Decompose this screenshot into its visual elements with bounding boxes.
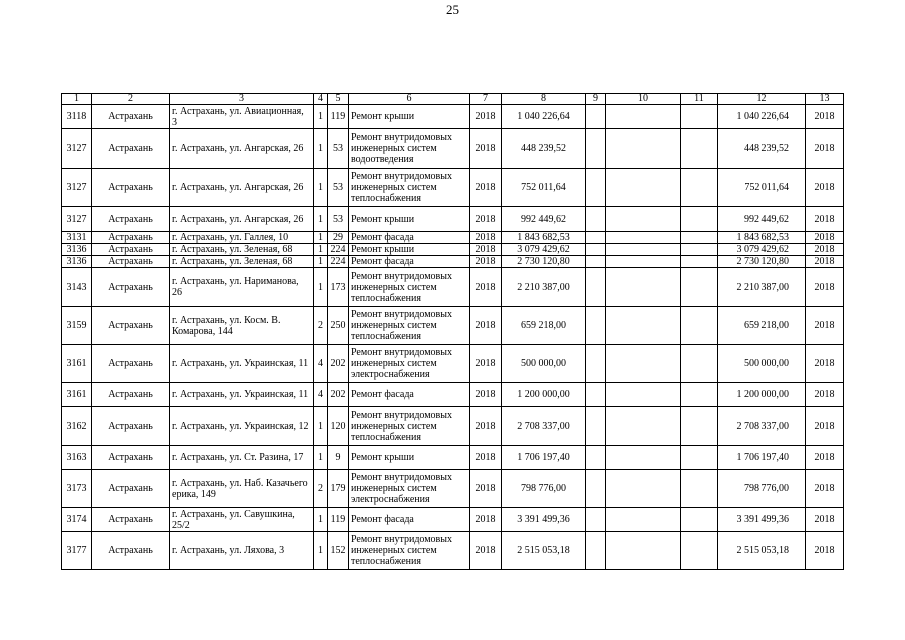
col4-cell: 1	[314, 244, 328, 256]
row-id: 3136	[62, 244, 92, 256]
col13-year-cell: 2018	[806, 307, 844, 345]
city-cell: Астрахань	[92, 256, 170, 268]
address-cell: г. Астрахань, ул. Зеленая, 68	[170, 244, 314, 256]
col5-cell: 53	[328, 129, 349, 169]
table-row	[62, 244, 844, 256]
col4-cell: 1	[314, 446, 328, 470]
address-cell: г. Астрахань, ул. Зеленая, 68	[170, 256, 314, 268]
total-cost-cell: 752 011,64	[502, 169, 586, 207]
col9-cell	[586, 446, 606, 470]
total-cost-cell: 2 515 053,18	[502, 532, 586, 570]
col4-cell: 1	[314, 169, 328, 207]
city-cell: Астрахань	[92, 383, 170, 407]
col4-cell: 1	[314, 532, 328, 570]
year-cell: 2018	[470, 129, 502, 169]
total-cost-cell: 992 449,62	[502, 207, 586, 232]
col11-cell	[681, 169, 718, 207]
col9-cell	[586, 207, 606, 232]
total-cost-cell: 659 218,00	[502, 307, 586, 345]
col13-year-cell: 2018	[806, 105, 844, 129]
total-cost-cell: 798 776,00	[502, 470, 586, 508]
total-cost-cell: 500 000,00	[502, 345, 586, 383]
work-type-cell: Ремонт внутридомовых инженерных систем водоотведения	[349, 129, 470, 169]
col12-cost-cell: 2 730 120,80	[718, 256, 806, 268]
city-cell: Астрахань	[92, 345, 170, 383]
year-cell: 2018	[470, 345, 502, 383]
address-cell: г. Астрахань, ул. Нариманова, 26	[170, 268, 314, 307]
year-cell: 2018	[470, 407, 502, 446]
row-id: 3177	[62, 532, 92, 570]
col5-cell: 224	[328, 256, 349, 268]
col5-cell: 119	[328, 508, 349, 532]
city-cell: Астрахань	[92, 446, 170, 470]
col5-cell: 202	[328, 345, 349, 383]
col-header-10: 10	[606, 94, 681, 105]
table-row	[62, 446, 844, 470]
year-cell: 2018	[470, 105, 502, 129]
col4-cell: 1	[314, 232, 328, 244]
col5-cell: 120	[328, 407, 349, 446]
col13-year-cell: 2018	[806, 268, 844, 307]
work-type-cell: Ремонт внутридомовых инженерных систем теплоснабжения	[349, 407, 470, 446]
col10-cell	[606, 105, 681, 129]
row-id: 3131	[62, 232, 92, 244]
address-cell: г. Астрахань, ул. Ангарская, 26	[170, 207, 314, 232]
col12-cost-cell: 992 449,62	[718, 207, 806, 232]
col10-cell	[606, 470, 681, 508]
col9-cell	[586, 244, 606, 256]
work-type-cell: Ремонт крыши	[349, 244, 470, 256]
col-header-6: 6	[349, 94, 470, 105]
col13-year-cell: 2018	[806, 207, 844, 232]
col4-cell: 4	[314, 383, 328, 407]
col5-cell: 29	[328, 232, 349, 244]
city-cell: Астрахань	[92, 232, 170, 244]
table-row	[62, 207, 844, 232]
col9-cell	[586, 232, 606, 244]
col9-cell	[586, 345, 606, 383]
col11-cell	[681, 345, 718, 383]
col9-cell	[586, 307, 606, 345]
col11-cell	[681, 307, 718, 345]
col-header-3: 3	[170, 94, 314, 105]
work-type-cell: Ремонт фасада	[349, 508, 470, 532]
year-cell: 2018	[470, 446, 502, 470]
row-id: 3174	[62, 508, 92, 532]
col-header-5: 5	[328, 94, 349, 105]
city-cell: Астрахань	[92, 105, 170, 129]
col9-cell	[586, 129, 606, 169]
col10-cell	[606, 268, 681, 307]
col12-cost-cell: 3 391 499,36	[718, 508, 806, 532]
work-type-cell: Ремонт крыши	[349, 207, 470, 232]
col10-cell	[606, 508, 681, 532]
col4-cell: 1	[314, 508, 328, 532]
col4-cell: 1	[314, 407, 328, 446]
total-cost-cell: 3 079 429,62	[502, 244, 586, 256]
col4-cell: 1	[314, 256, 328, 268]
col9-cell	[586, 383, 606, 407]
col5-cell: 119	[328, 105, 349, 129]
col4-cell: 1	[314, 105, 328, 129]
year-cell: 2018	[470, 470, 502, 508]
city-cell: Астрахань	[92, 470, 170, 508]
address-cell: г. Астрахань, ул. Украинская, 11	[170, 345, 314, 383]
city-cell: Астрахань	[92, 129, 170, 169]
col12-cost-cell: 500 000,00	[718, 345, 806, 383]
total-cost-cell: 1 200 000,00	[502, 383, 586, 407]
col13-year-cell: 2018	[806, 129, 844, 169]
row-id: 3127	[62, 129, 92, 169]
table-row	[62, 105, 844, 129]
col11-cell	[681, 508, 718, 532]
col13-year-cell: 2018	[806, 256, 844, 268]
col4-cell: 2	[314, 307, 328, 345]
year-cell: 2018	[470, 169, 502, 207]
col11-cell	[681, 129, 718, 169]
work-type-cell: Ремонт внутридомовых инженерных систем теплоснабжения	[349, 169, 470, 207]
col9-cell	[586, 470, 606, 508]
header-row	[62, 94, 844, 105]
year-cell: 2018	[470, 307, 502, 345]
table-row	[62, 307, 844, 345]
col10-cell	[606, 232, 681, 244]
row-id: 3161	[62, 345, 92, 383]
col4-cell: 1	[314, 207, 328, 232]
year-cell: 2018	[470, 232, 502, 244]
work-type-cell: Ремонт фасада	[349, 232, 470, 244]
col9-cell	[586, 268, 606, 307]
col11-cell	[681, 532, 718, 570]
table-row	[62, 508, 844, 532]
col9-cell	[586, 532, 606, 570]
work-type-cell: Ремонт внутридомовых инженерных систем электроснабжения	[349, 470, 470, 508]
city-cell: Астрахань	[92, 407, 170, 446]
address-cell: г. Астрахань, ул. Наб. Казачьего ерика, 149	[170, 470, 314, 508]
col5-cell: 202	[328, 383, 349, 407]
col11-cell	[681, 244, 718, 256]
col11-cell	[681, 256, 718, 268]
col13-year-cell: 2018	[806, 169, 844, 207]
total-cost-cell: 2 708 337,00	[502, 407, 586, 446]
col12-cost-cell: 1 200 000,00	[718, 383, 806, 407]
col13-year-cell: 2018	[806, 532, 844, 570]
row-id: 3127	[62, 169, 92, 207]
table-row	[62, 383, 844, 407]
col12-cost-cell: 3 079 429,62	[718, 244, 806, 256]
col10-cell	[606, 446, 681, 470]
table-row	[62, 129, 844, 169]
table-row	[62, 169, 844, 207]
col11-cell	[681, 105, 718, 129]
total-cost-cell: 448 239,52	[502, 129, 586, 169]
col-header-9: 9	[586, 94, 606, 105]
city-cell: Астрахань	[92, 207, 170, 232]
total-cost-cell: 1 843 682,53	[502, 232, 586, 244]
row-id: 3159	[62, 307, 92, 345]
row-id: 3163	[62, 446, 92, 470]
year-cell: 2018	[470, 256, 502, 268]
col4-cell: 1	[314, 268, 328, 307]
col11-cell	[681, 446, 718, 470]
city-cell: Астрахань	[92, 307, 170, 345]
col4-cell: 1	[314, 129, 328, 169]
work-type-cell: Ремонт крыши	[349, 446, 470, 470]
col-header-7: 7	[470, 94, 502, 105]
col10-cell	[606, 532, 681, 570]
row-id: 3162	[62, 407, 92, 446]
col12-cost-cell: 2 210 387,00	[718, 268, 806, 307]
city-cell: Астрахань	[92, 244, 170, 256]
col-header-11: 11	[681, 94, 718, 105]
col10-cell	[606, 383, 681, 407]
col10-cell	[606, 129, 681, 169]
col12-cost-cell: 1 706 197,40	[718, 446, 806, 470]
address-cell: г. Астрахань, ул. Ангарская, 26	[170, 129, 314, 169]
page-number: 25	[446, 2, 459, 17]
col5-cell: 53	[328, 169, 349, 207]
table-row	[62, 232, 844, 244]
col13-year-cell: 2018	[806, 232, 844, 244]
col5-cell: 179	[328, 470, 349, 508]
table-row	[62, 345, 844, 383]
table-row	[62, 532, 844, 570]
address-cell: г. Астрахань, ул. Косм. В. Комарова, 144	[170, 307, 314, 345]
year-cell: 2018	[470, 207, 502, 232]
col-header-1: 1	[62, 94, 92, 105]
col10-cell	[606, 207, 681, 232]
year-cell: 2018	[470, 268, 502, 307]
col12-cost-cell: 1 843 682,53	[718, 232, 806, 244]
address-cell: г. Астрахань, ул. Украинская, 12	[170, 407, 314, 446]
address-cell: г. Астрахань, ул. Ляхова, 3	[170, 532, 314, 570]
address-cell: г. Астрахань, ул. Савушкина, 25/2	[170, 508, 314, 532]
work-type-cell: Ремонт внутридомовых инженерных систем электроснабжения	[349, 345, 470, 383]
col12-cost-cell: 2 708 337,00	[718, 407, 806, 446]
col-header-13: 13	[806, 94, 844, 105]
col13-year-cell: 2018	[806, 244, 844, 256]
col11-cell	[681, 470, 718, 508]
row-id: 3173	[62, 470, 92, 508]
year-cell: 2018	[470, 532, 502, 570]
col12-cost-cell: 2 515 053,18	[718, 532, 806, 570]
city-cell: Астрахань	[92, 532, 170, 570]
row-id: 3127	[62, 207, 92, 232]
table-row	[62, 470, 844, 508]
col13-year-cell: 2018	[806, 383, 844, 407]
col5-cell: 9	[328, 446, 349, 470]
col5-cell: 173	[328, 268, 349, 307]
row-id: 3118	[62, 105, 92, 129]
col12-cost-cell: 448 239,52	[718, 129, 806, 169]
address-cell: г. Астрахань, ул. Ст. Разина, 17	[170, 446, 314, 470]
city-cell: Астрахань	[92, 508, 170, 532]
col9-cell	[586, 105, 606, 129]
address-cell: г. Астрахань, ул. Галлея, 10	[170, 232, 314, 244]
col10-cell	[606, 407, 681, 446]
row-id: 3161	[62, 383, 92, 407]
col5-cell: 250	[328, 307, 349, 345]
col-header-8: 8	[502, 94, 586, 105]
col9-cell	[586, 508, 606, 532]
col13-year-cell: 2018	[806, 508, 844, 532]
work-type-cell: Ремонт внутридомовых инженерных систем теплоснабжения	[349, 532, 470, 570]
col10-cell	[606, 169, 681, 207]
address-cell: г. Астрахань, ул. Авиационная, 3	[170, 105, 314, 129]
col10-cell	[606, 244, 681, 256]
table-row	[62, 268, 844, 307]
col11-cell	[681, 232, 718, 244]
col12-cost-cell: 798 776,00	[718, 470, 806, 508]
col13-year-cell: 2018	[806, 407, 844, 446]
work-type-cell: Ремонт внутридомовых инженерных систем теплоснабжения	[349, 307, 470, 345]
total-cost-cell: 2 210 387,00	[502, 268, 586, 307]
address-cell: г. Астрахань, ул. Украинская, 11	[170, 383, 314, 407]
col10-cell	[606, 307, 681, 345]
work-type-cell: Ремонт внутридомовых инженерных систем теплоснабжения	[349, 268, 470, 307]
col12-cost-cell: 659 218,00	[718, 307, 806, 345]
col4-cell: 4	[314, 345, 328, 383]
col9-cell	[586, 407, 606, 446]
col10-cell	[606, 256, 681, 268]
col5-cell: 53	[328, 207, 349, 232]
col11-cell	[681, 268, 718, 307]
work-type-cell: Ремонт крыши	[349, 105, 470, 129]
col13-year-cell: 2018	[806, 446, 844, 470]
year-cell: 2018	[470, 383, 502, 407]
col11-cell	[681, 407, 718, 446]
col11-cell	[681, 207, 718, 232]
col9-cell	[586, 169, 606, 207]
col5-cell: 152	[328, 532, 349, 570]
col-header-4: 4	[314, 94, 328, 105]
col10-cell	[606, 345, 681, 383]
col5-cell: 224	[328, 244, 349, 256]
col11-cell	[681, 383, 718, 407]
table-row	[62, 407, 844, 446]
col9-cell	[586, 256, 606, 268]
col-header-2: 2	[92, 94, 170, 105]
row-id: 3143	[62, 268, 92, 307]
col12-cost-cell: 752 011,64	[718, 169, 806, 207]
city-cell: Астрахань	[92, 169, 170, 207]
city-cell: Астрахань	[92, 268, 170, 307]
work-type-cell: Ремонт фасада	[349, 256, 470, 268]
year-cell: 2018	[470, 508, 502, 532]
total-cost-cell: 3 391 499,36	[502, 508, 586, 532]
address-cell: г. Астрахань, ул. Ангарская, 26	[170, 169, 314, 207]
col12-cost-cell: 1 040 226,64	[718, 105, 806, 129]
col4-cell: 2	[314, 470, 328, 508]
total-cost-cell: 1 706 197,40	[502, 446, 586, 470]
repair-registry-table	[61, 93, 844, 570]
col13-year-cell: 2018	[806, 345, 844, 383]
total-cost-cell: 1 040 226,64	[502, 105, 586, 129]
row-id: 3136	[62, 256, 92, 268]
col-header-12: 12	[718, 94, 806, 105]
total-cost-cell: 2 730 120,80	[502, 256, 586, 268]
year-cell: 2018	[470, 244, 502, 256]
col13-year-cell: 2018	[806, 470, 844, 508]
work-type-cell: Ремонт фасада	[349, 383, 470, 407]
table-row	[62, 256, 844, 268]
